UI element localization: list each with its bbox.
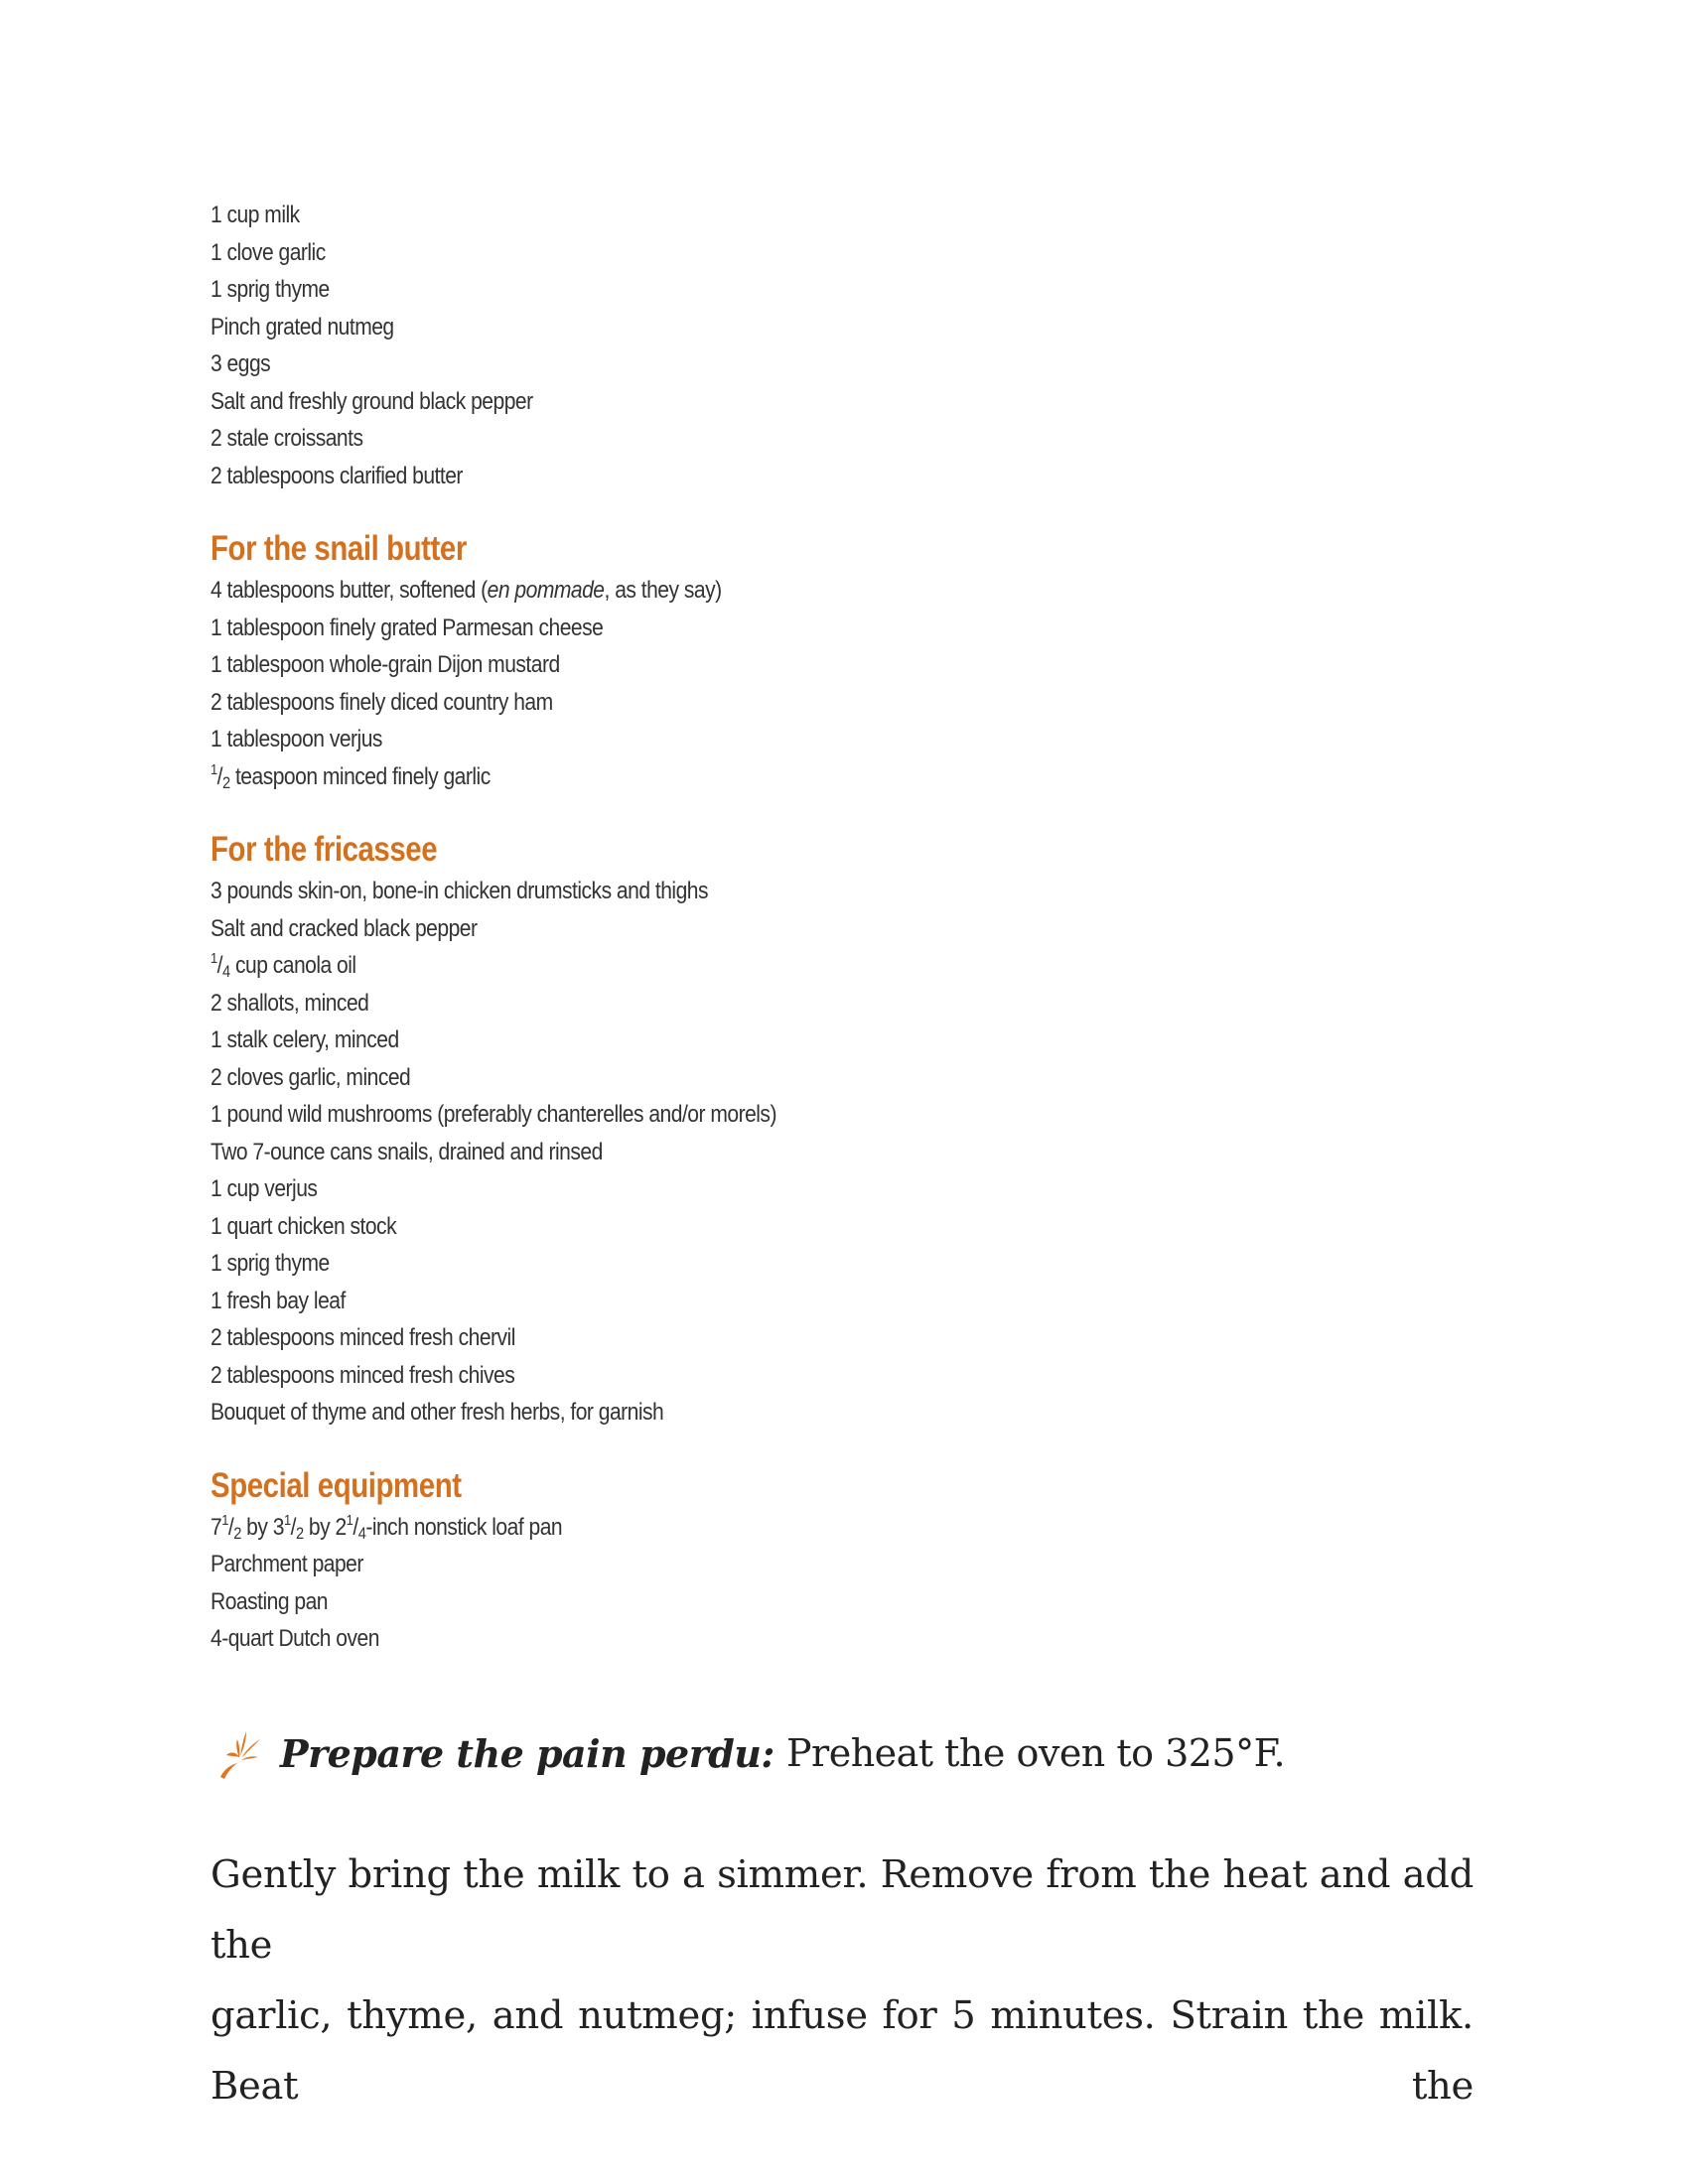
ingredient-item: 1 sprig thyme — [211, 1250, 330, 1277]
fraction-denominator: 2 — [295, 1523, 304, 1543]
ingredient-item: 2 tablespoons clarified butter — [211, 462, 463, 489]
ingredient-text: cup canola oil — [229, 952, 356, 979]
fraction-numerator: 1 — [221, 1511, 228, 1529]
ingredient-item: 1 tablespoon whole-grain Dijon mustard — [211, 651, 560, 678]
ingredient-item: 3 eggs — [211, 350, 271, 377]
step-prepare-pain-perdu — [211, 1725, 1481, 1781]
ingredient-item: 2 cloves garlic, minced — [211, 1063, 411, 1091]
ingredient-item: 2 tablespoons minced fresh chervil — [211, 1324, 515, 1351]
instructions-paragraph — [211, 1840, 1474, 2121]
fraction-denominator: 2 — [222, 772, 230, 792]
ingredient-item: Bouquet of thyme and other fresh herbs, for garnish — [211, 1399, 664, 1426]
fraction-numerator: 1 — [211, 950, 217, 967]
ingredient-item: $^1$/4 cup canola oil — [211, 950, 356, 981]
ingredient-item: Salt and freshly ground black pepper — [211, 387, 533, 415]
ingredient-item: Two 7-ounce cans snails, drained and rinsed — [211, 1138, 603, 1165]
fraction-numerator: 1 — [346, 1511, 353, 1529]
paragraph-line: garlic, thyme, and nutmeg; infuse for 5 minutes. Strain the milk. Beat the — [211, 1993, 1474, 2109]
ingredient-item: 1 fresh bay leaf — [211, 1287, 346, 1314]
ingredient-item: Salt and cracked black pepper — [211, 914, 478, 942]
ingredient-item: 1 tablespoon verjus — [211, 726, 382, 752]
paragraph-line: Gently bring the milk to a simmer. Remove from the heat and add the — [211, 1852, 1474, 1968]
ingredient-text: 4 tablespoons butter, softened ( — [211, 577, 488, 604]
ingredient-item: 1 sprig thyme — [211, 276, 330, 303]
ingredient-text: teaspoon minced finely garlic — [229, 762, 491, 790]
ingredient-item: 1 clove garlic — [211, 238, 326, 266]
dimension-text: -inch nonstick loaf pan — [365, 1513, 563, 1541]
ingredient-text: , as they say) — [604, 577, 722, 604]
ingredient-item: 1 cup verjus — [211, 1175, 318, 1202]
ingredient-item: 1 cup milk — [211, 202, 300, 228]
recipe-ingredients — [211, 197, 1481, 1658]
ingredient-item — [211, 572, 1304, 610]
ingredient-item: 2 stale croissants — [211, 425, 363, 452]
snail-butter-heading: For the snail butter — [211, 529, 467, 568]
ingredient-item: 1 stalk celery, minced — [211, 1026, 399, 1053]
equipment-item: Parchment paper — [211, 1551, 363, 1577]
step-text: Preheat the oven to 325°F. — [785, 1731, 1286, 1775]
equipment-item: $7^1/2$ by $3^1/2$ by $2^1/4$-inch nonstick loaf pan — [211, 1511, 563, 1543]
special-equipment-heading: Special equipment — [211, 1465, 462, 1505]
ingredient-italic-text: en pommade — [487, 577, 605, 604]
ingredient-item: 2 shallots, minced — [211, 989, 369, 1017]
ingredient-item: Pinch grated nutmeg — [211, 313, 394, 341]
ingredient-item: 2 tablespoons minced fresh chives — [211, 1361, 515, 1389]
fraction-numerator: 1 — [283, 1511, 291, 1529]
step-label: Prepare the pain perdu: — [280, 1730, 774, 1776]
fraction-denominator: 2 — [233, 1523, 241, 1543]
equipment-item: Roasting pan — [211, 1587, 328, 1615]
fricassee-ingredient-list — [211, 873, 1304, 1432]
dimension-whole: 7 — [211, 1513, 222, 1541]
ingredient-item: $^1$/2 teaspoon minced finely garlic — [211, 760, 491, 792]
snail-butter-ingredient-list — [211, 572, 1304, 795]
fraction-numerator: 1 — [211, 760, 217, 778]
fraction-denominator: 4 — [222, 962, 230, 981]
ingredient-item: 2 tablespoons finely diced country ham — [211, 688, 553, 716]
fricassee-heading: For the fricassee — [211, 830, 438, 869]
ingredient-item: 1 quart chicken stock — [211, 1212, 397, 1240]
ingredient-item: 3 pounds skin-on, bone-in chicken drumsticks and thighs — [211, 878, 709, 904]
ingredient-item: 1 tablespoon finely grated Parmesan cheese — [211, 614, 604, 641]
equipment-list — [211, 1509, 1304, 1658]
splash-burst-icon — [211, 1725, 264, 1781]
ingredient-item: 1 pound wild mushrooms (preferably chanterelles and/or morels) — [211, 1101, 776, 1128]
fraction-denominator: 4 — [357, 1523, 366, 1543]
equipment-item: 4-quart Dutch oven — [211, 1625, 379, 1652]
pain-perdu-ingredient-list — [211, 197, 1304, 494]
dimension-text: by 2 — [303, 1513, 347, 1541]
dimension-text: by 3 — [240, 1513, 284, 1541]
